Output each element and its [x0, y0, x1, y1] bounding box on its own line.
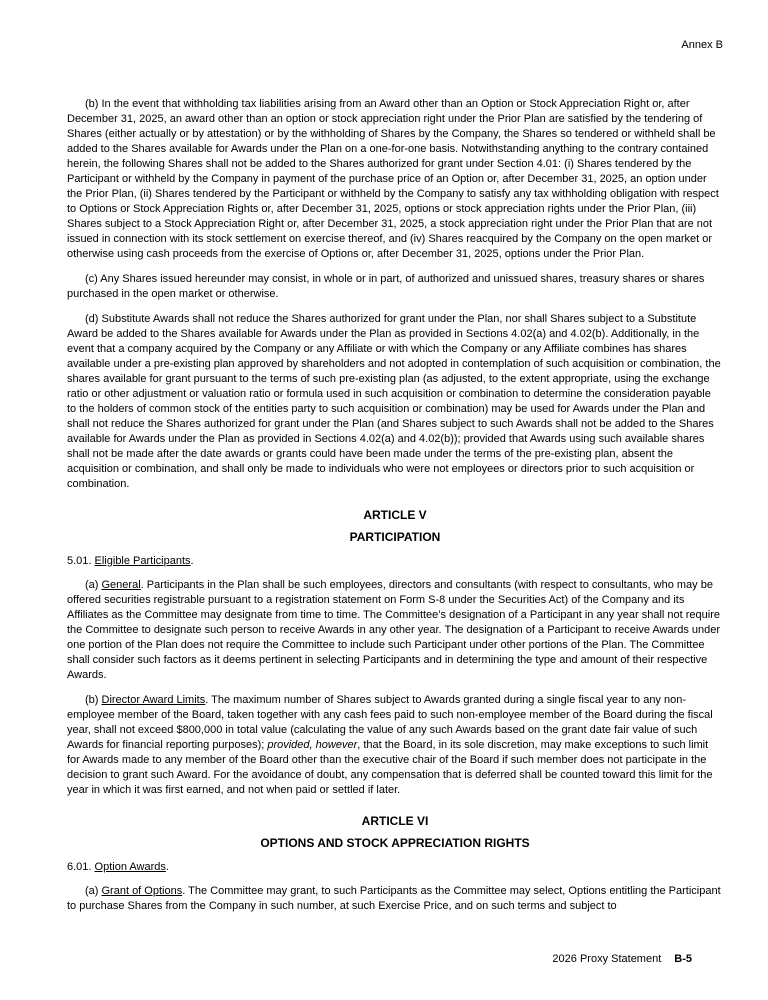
paragraph-4-02-b: (b) In the event that withholding tax liabilities arising from an Award other than an Option or Stock Appreciation Right or, after December 31, 2025, an award other than an option or stock appreciation right under the Prior Plan are satisfied by the tendering of Shares (either actually or by attestation) or by the withholding of Shares by the Company, the Shares so tendered or withheld shall be added to the Shares available for Awards under the Plan on a one-for-one basis. Notwithstanding anything to the contrary contained herein, the following Shares shall not be added to the Shares authorized for grant under Section 4.01: (i) Shares tendered by the Participant or withheld by the Company in payment of the purchase price of an Option or, after December 31, 2025, an option under the Prior Plan, (ii) Shares tendered by the Participant or withheld by the Company to satisfy any tax withholding obligation with respect to Options or Stock Appreciation Rights or, after December 31, 2025, options or stock appreciation rights under the Prior Plan, (iii) Shares subject to a Stock Appreciation Right or, after December 31, 2025, a stock appreciation right under the Prior Plan that are not issued in connection with its stock settlement on exercise thereof, and (iv) Shares reacquired by the Company on the open market or otherwise using cash proceeds from the exercise of Options or, after December 31, 2025, options under the Prior Plan.: [67, 98, 719, 260]
paragraph-4-02-c: (c) Any Shares issued hereunder may consist, in whole or in part, of authorized and unissued shares, treasury shares or shares purchased in the open market or otherwise.: [67, 273, 705, 300]
section-5-01-title: Eligible Participants: [94, 555, 191, 567]
paragraph-5-01-b-lead: (b): [85, 694, 102, 706]
footer-doc-title: 2026 Proxy Statement: [552, 953, 662, 965]
document-body: [67, 97, 723, 924]
paragraph-5-01-b-text-2: , that the Board, in its sole discretion, may make exceptions to such limit for Awards made to any member of the Board other than the executive chair of the Board if such member does not participate in the decision to grant such Award. For the avoidance of doubt, any compensation that is deferred shall be counted toward this limit for the year in which it was first earned, and not when paid or settled if later.: [67, 739, 713, 796]
article-v-title: ARTICLE V: [363, 508, 427, 522]
section-5-01-heading: [67, 554, 723, 569]
paragraph-4-02-d: (d) Substitute Awards shall not reduce the Shares authorized for grant under the Plan, nor shall Shares subject to a Substitute Award be added to the Shares available for Awards under the Plan as provided in Sections 4.02(a) and 4.02(b). Additionally, in the event that a company acquired by the Company or any Affiliate or with which the Company or any Affiliate combines has shares available under a pre-existing plan approved by shareholders and not adopted in contemplation of such acquisition or combination, the shares available for grant pursuant to the terms of such pre-existing plan (as adjusted, to the extent appropriate, using the exchange ratio or other adjustment or valuation ratio or formula used in such acquisition or combination to determine the consideration payable to the holders of common stock of the entities party to such acquisition or combination) may be used for Awards under the Plan and shall not reduce the Shares authorized for grant under the Plan (and Shares subject to such Awards shall not be added to the Shares available for Awards under the Plan as provided in Sections 4.02(a) and 4.02(b)); provided that Awards using such available shares shall not be made after the date awards or grants could have been made under the terms of the pre-existing plan, absent the acquisition or combination, and shall only be made to individuals who were not employees or directors prior to such acquisition or combination.: [67, 313, 721, 490]
article-vi-subtitle: OPTIONS AND STOCK APPRECIATION RIGHTS: [260, 836, 530, 850]
article-v-subtitle: PARTICIPATION: [349, 530, 441, 544]
page-footer: [0, 952, 692, 967]
paragraph-6-01-a-title: Grant of Options: [101, 885, 183, 897]
section-6-01-period: .: [165, 861, 169, 873]
paragraph-5-01-b: [67, 693, 723, 798]
section-6-01-title: Option Awards: [94, 861, 166, 873]
paragraph-5-01-b-text-1: . The maximum number of Shares subject to Awards granted during a single fiscal year to any non-employee member of the Board, taken together with any cash fees paid to such non-employee member of the Board during the fiscal year, shall not exceed $800,000 in total value (calculating the value of any such Awards based on the grant date fair value of such Awards for financial reporting purposes);: [67, 694, 713, 751]
paragraph-5-01-a-lead: (a): [85, 579, 102, 591]
paragraph-5-01-a: [67, 578, 723, 683]
section-6-01-number: 6.01.: [67, 861, 95, 873]
paragraph-6-01-a-text: . The Committee may grant, to such Participants as the Committee may select, Options entitling the Participant to purchase Shares from the Company in such number, at such Exercise Price, and on such terms and subject to: [67, 885, 721, 912]
footer-page-number: B-5: [674, 953, 692, 965]
paragraph-6-01-a: [67, 884, 723, 914]
paragraph-5-01-b-title: Director Award Limits: [101, 694, 206, 706]
section-6-01-heading: [67, 860, 723, 875]
annex-label: Annex B: [681, 39, 723, 51]
section-5-01-number: 5.01.: [67, 555, 95, 567]
section-5-01-period: .: [190, 555, 194, 567]
paragraph-5-01-a-text: . Participants in the Plan shall be such employees, directors and consultants (with respect to consultants, who may be offered securities registrable pursuant to a registration statement on Form S-8 under the Securities Act) of the Company and its Affiliates as the Committee may designate from time to time. The Committee’s designation of a Participant in any year shall not require the Committee to designate such person to receive Awards in any other year. The designation of a Participant to receive Awards under one portion of the Plan does not require the Committee to include such Participant under other portions of the Plan. The Committee shall consider such factors as it deems pertinent in selecting Participants and in determining the type and amount of their respective Awards.: [67, 579, 721, 681]
paragraph-5-01-a-title: General: [101, 579, 141, 591]
paragraph-5-01-b-proviso: provided, however: [267, 739, 358, 751]
article-vi-title: ARTICLE VI: [361, 814, 429, 828]
paragraph-6-01-a-lead: (a): [85, 885, 102, 897]
